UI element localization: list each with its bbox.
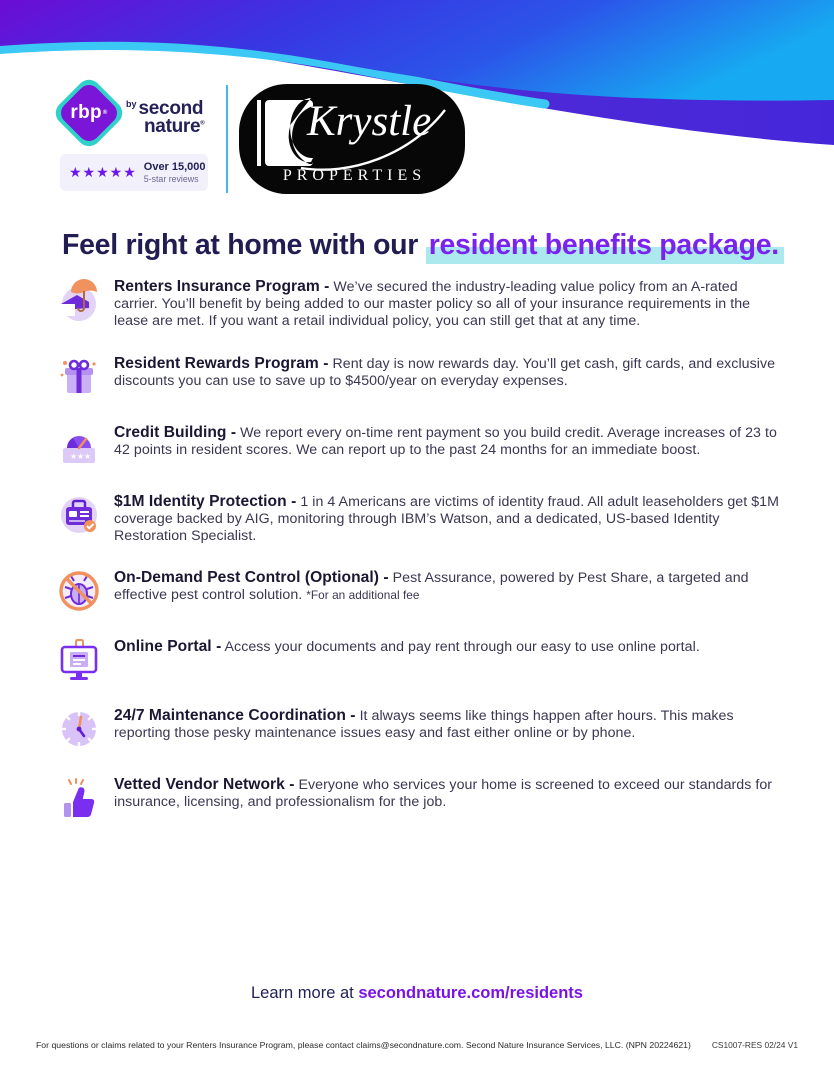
- benefit-title: $1M Identity Protection -: [114, 492, 297, 510]
- benefit-online-portal: [57, 638, 783, 682]
- benefit-title: Vetted Vendor Network -: [114, 776, 295, 794]
- umbrella-house-icon: [57, 278, 101, 322]
- clock-icon: [57, 707, 101, 751]
- benefit-text: [114, 638, 700, 656]
- page-title: [62, 229, 822, 262]
- rbp-reg-mark: ®: [102, 110, 108, 116]
- benefit-text: [114, 707, 783, 742]
- benefit-title: Online Portal -: [114, 638, 222, 656]
- benefit-description: Rent day is now rewards day. You’ll get cash, gift cards, and exclusive discounts you can use to save up to $4500/year on everyday expenses.: [114, 355, 776, 389]
- benefit-description: We’ve secured the industry-leading value policy from an A-rated carrier. You’ll benefit by being added to our master policy so all of your insurance requirements in the lease are met. If you want a retail individual policy, you can still get that at any time.: [114, 279, 751, 329]
- benefit-pest-control: [57, 569, 783, 613]
- headline-prefix: Feel right at home with our: [62, 229, 419, 261]
- learn-more-prefix: Learn more at: [251, 984, 354, 1002]
- no-pest-icon: [57, 569, 101, 613]
- learn-more-line: [0, 984, 834, 1003]
- benefit-title: 24/7 Maintenance Coordination -: [114, 707, 356, 725]
- benefit-title: Renters Insurance Program -: [114, 278, 330, 295]
- thumbs-up-icon: [57, 776, 101, 820]
- benefit-text: [114, 278, 783, 330]
- svg-text:★: ★: [77, 451, 85, 461]
- brand-line1: second: [138, 98, 204, 120]
- krystle-properties-logo: [239, 84, 465, 194]
- rbp-brand-block: [60, 84, 212, 191]
- benefit-description: Everyone who services your home is screened to exceed our standards for insurance, licensing, and professionalism for the job.: [114, 777, 773, 811]
- legal-text: For questions or claims related to your Renters Insurance Program, please contact claims@secondnature.com. Second Nature Insurance Services, LLC. (NPN 20224621): [36, 1040, 691, 1050]
- brand-line2: nature®: [144, 116, 205, 138]
- reviews-badge: [60, 154, 208, 191]
- benefit-title: Credit Building -: [114, 423, 237, 441]
- reviews-text: [144, 161, 206, 184]
- benefit-maintenance: [57, 707, 783, 751]
- benefit-identity-protection: [57, 493, 783, 545]
- rbp-logo: [60, 84, 118, 142]
- monitor-portal-icon: [57, 638, 101, 682]
- benefit-text: [114, 569, 783, 604]
- reviews-count: Over 15,000: [143, 161, 206, 173]
- nature-reg-mark: ®: [200, 120, 205, 127]
- credit-gauge-icon: [57, 424, 101, 468]
- fine-print: [36, 1040, 798, 1050]
- rbp-logo-group: [60, 84, 212, 142]
- gift-icon: [57, 355, 101, 399]
- benefit-description: Pest Assurance, powered by Pest Share, a targeted and effective pest control solution.: [114, 570, 749, 604]
- benefit-resident-rewards: [57, 355, 783, 399]
- second-nature-wordmark: [126, 98, 205, 138]
- benefit-title: On-Demand Pest Control (Optional) -: [114, 569, 389, 587]
- learn-more-link[interactable]: secondnature.com/residents: [358, 984, 583, 1002]
- logo-divider: [226, 85, 228, 193]
- document-code: CS1007-RES 02/24 V1: [711, 1040, 798, 1050]
- id-card-lock-icon: [57, 493, 101, 537]
- benefit-text: [114, 776, 783, 811]
- benefit-note: *For an additional fee: [306, 588, 420, 603]
- benefit-title: Resident Rewards Program -: [114, 354, 329, 372]
- svg-text:★: ★: [84, 451, 92, 461]
- five-stars-icon: ★★★★★: [69, 163, 137, 180]
- svg-text:★: ★: [70, 451, 78, 461]
- benefit-text: [114, 493, 783, 545]
- reviews-subtitle: 5-star reviews: [143, 173, 199, 184]
- benefit-renters-insurance: [57, 278, 783, 330]
- rbp-logo-text: rbp ®: [70, 102, 108, 123]
- benefit-vendor-network: [57, 776, 783, 820]
- benefit-text: [114, 424, 783, 459]
- partner-subtitle: PROPERTIES: [282, 167, 427, 184]
- benefit-description: We report every on-time rent payment so you build credit. Average increases of 23 to 42 points in resident scores. We can report up to the past 24 months for an immediate boost.: [114, 424, 777, 458]
- by-label: by: [126, 99, 137, 110]
- logo-row: [60, 84, 465, 194]
- benefit-description: It always seems like things happen after hours. This makes reporting those pesky maintenance issues easy and fast either online or by phone.: [114, 708, 734, 742]
- benefits-list: [57, 278, 783, 820]
- headline-highlight: resident benefits package.: [426, 229, 784, 264]
- benefit-description: Access your documents and pay rent through our easy to use online portal.: [224, 639, 700, 656]
- benefit-description: 1 in 4 Americans are victims of identity fraud. All adult leaseholders get $1M coverage backed by AIG, monitoring through IBM’s Watson, and a dedicated, US-based Identity Restoration Specialist.: [114, 493, 779, 544]
- partner-name: Krystle: [307, 98, 432, 145]
- benefit-credit-building: [57, 424, 783, 468]
- benefit-text: [114, 355, 783, 390]
